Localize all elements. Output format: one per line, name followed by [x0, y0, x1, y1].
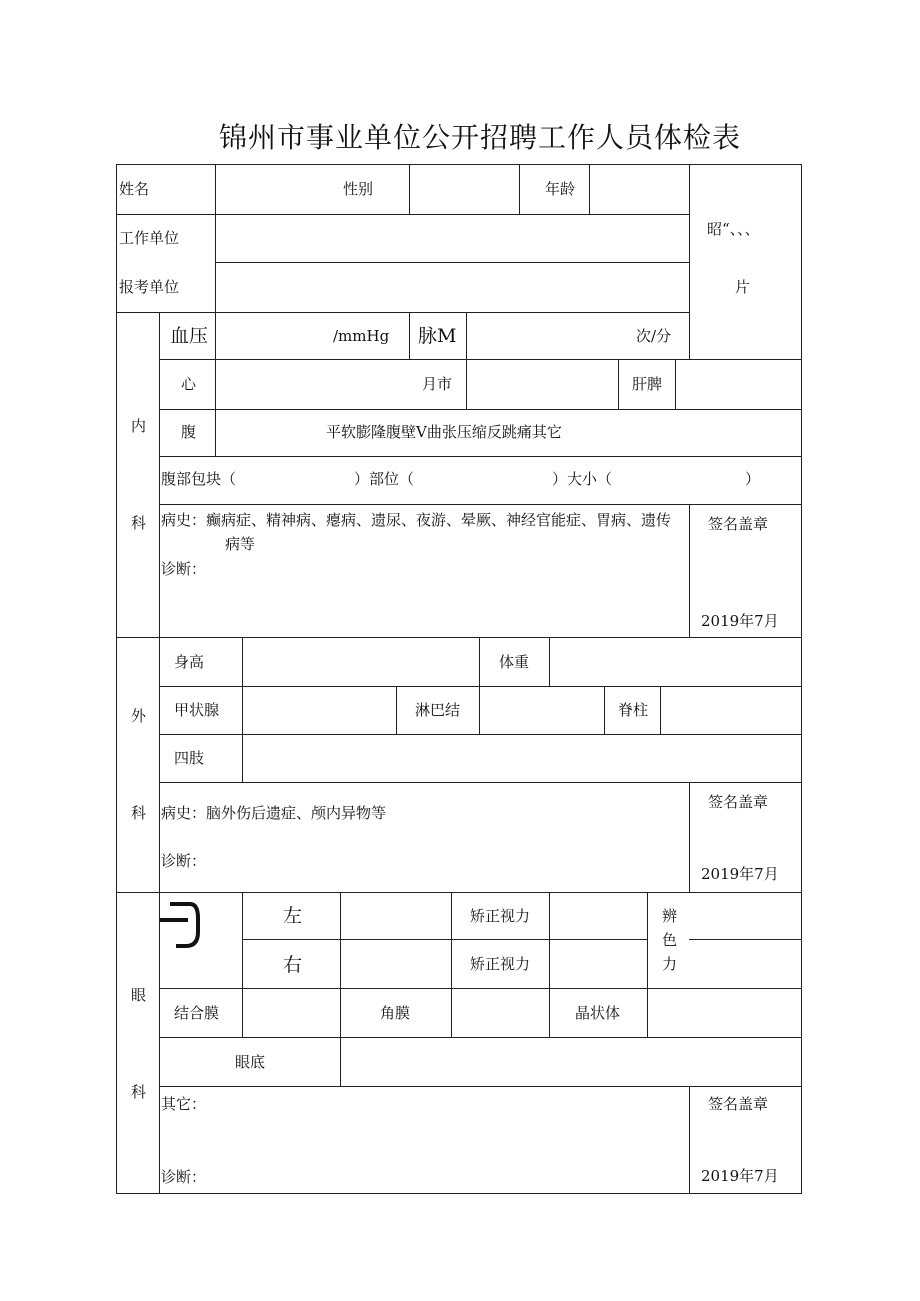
label-abdominal-mass: 腹部包块（ — [161, 470, 237, 488]
label-applied-unit: 报考单位 — [119, 278, 180, 296]
row-divider — [159, 1037, 802, 1038]
label-heart: 心 — [181, 375, 197, 393]
section-eye: 眼 — [131, 986, 147, 1004]
row-divider — [159, 686, 802, 687]
col-divider — [409, 164, 410, 214]
row-divider — [159, 456, 802, 457]
section-surgery: 外 — [131, 707, 147, 725]
label-liver-spleen: 肝脾 — [632, 375, 663, 393]
col-divider — [689, 164, 690, 360]
row-divider — [159, 782, 802, 783]
exam-form-table — [116, 164, 802, 1194]
label-fundus: 眼底 — [235, 1053, 266, 1071]
col-divider — [589, 164, 590, 214]
col-divider — [647, 988, 648, 1037]
surgery-history: 病史：脑外伤后遗症、颅内异物等 — [161, 804, 387, 822]
label-lung: 月市 — [422, 375, 453, 393]
photo-label-2: 片 — [735, 278, 751, 296]
label-right-eye: 右 — [283, 954, 303, 976]
col-divider — [549, 637, 550, 686]
col-divider — [618, 359, 619, 409]
label-corrected-vision-left: 矫正视力 — [470, 907, 531, 925]
label-thyroid: 甲状腺 — [174, 701, 220, 719]
vision-bracket-glyph — [160, 898, 200, 950]
pulse-unit: 次/分 — [636, 327, 672, 345]
label-lymph-nodes: 淋巴结 — [415, 701, 461, 719]
col-divider — [689, 504, 690, 637]
col-divider — [159, 312, 160, 1194]
col-divider — [675, 359, 676, 409]
row-divider — [159, 359, 802, 360]
internal-sign-label: 签名盖章 — [708, 515, 769, 533]
eye-other-label: 其它： — [161, 1095, 207, 1113]
section-internal-2: 科 — [131, 514, 147, 532]
col-divider — [549, 892, 550, 1037]
col-divider — [604, 686, 605, 734]
label-color-vision-1: 辨 — [662, 907, 678, 925]
row-divider — [215, 262, 689, 263]
eye-sign-label: 签名盖章 — [708, 1095, 769, 1113]
label-left-eye: 左 — [283, 905, 303, 927]
label-spine: 脊柱 — [618, 701, 649, 719]
label-pulse: 脉M — [418, 325, 457, 347]
history-text-2: 病等 — [225, 535, 256, 553]
row-divider — [242, 939, 647, 940]
label-mass-position: ）部位（ — [354, 470, 415, 488]
internal-date: 2019年7月 — [701, 612, 779, 630]
form-title: 锦州市事业单位公开招聘工作人员体检表 — [218, 121, 741, 154]
bp-unit: /mmHg — [333, 327, 390, 345]
label-name: 姓名 — [119, 180, 150, 198]
label-height: 身高 — [174, 653, 205, 671]
section-divider — [116, 892, 802, 893]
col-divider — [242, 637, 243, 782]
col-divider — [689, 1086, 690, 1194]
label-gender: 性别 — [343, 180, 374, 198]
internal-diagnosis-label: 诊断： — [161, 560, 207, 578]
col-divider — [396, 686, 397, 734]
col-divider — [215, 164, 216, 312]
section-divider — [116, 637, 802, 638]
col-divider — [660, 686, 661, 734]
abdomen-options: 平软膨隆腹壁V曲张压缩反跳痛其它 — [326, 423, 562, 441]
row-divider — [159, 504, 802, 505]
row-divider — [159, 409, 802, 410]
col-divider — [479, 686, 480, 734]
label-cornea: 角膜 — [380, 1004, 411, 1022]
section-eye-2: 科 — [131, 1083, 147, 1101]
col-divider — [215, 312, 216, 456]
eye-diagnosis-label: 诊断： — [161, 1168, 207, 1186]
internal-history — [161, 508, 689, 556]
label-lens: 晶状体 — [575, 1004, 621, 1022]
label-color-vision-2: 色 — [662, 931, 678, 949]
section-surgery-2: 科 — [131, 804, 147, 822]
row-divider — [689, 939, 802, 940]
col-divider — [689, 782, 690, 892]
surgery-date: 2019年7月 — [701, 865, 779, 883]
row-divider — [116, 214, 689, 215]
col-divider — [479, 637, 480, 686]
surgery-sign-label: 签名盖章 — [708, 793, 769, 811]
label-age: 年龄 — [545, 180, 576, 198]
label-abdomen: 腹 — [181, 423, 197, 441]
label-color-vision-3: 力 — [662, 955, 678, 973]
label-conjunctiva: 结合膜 — [174, 1004, 220, 1022]
row-divider — [159, 734, 802, 735]
col-divider — [340, 892, 341, 1086]
history-text-1: 病史：癫病症、精神病、瘪病、遗尿、夜游、晕厥、神经官能症、胃病、遗传 — [161, 511, 672, 529]
col-divider — [409, 312, 410, 360]
label-weight: 体重 — [499, 653, 530, 671]
surgery-diagnosis-label: 诊断： — [161, 852, 207, 870]
mass-close-paren: ） — [745, 470, 761, 488]
section-internal: 内 — [131, 417, 147, 435]
label-employer: 工作单位 — [119, 229, 180, 247]
col-divider — [451, 892, 452, 1037]
label-limbs: 四肢 — [174, 749, 205, 767]
label-blood-pressure: 血压 — [170, 325, 209, 347]
col-divider — [647, 892, 648, 988]
row-divider — [116, 312, 690, 313]
row-divider — [159, 1086, 802, 1087]
photo-label: 昭“、、、 — [707, 220, 760, 238]
row-divider — [159, 988, 802, 989]
eye-date: 2019年7月 — [701, 1167, 779, 1185]
label-mass-size: ）大小（ — [552, 470, 613, 488]
label-corrected-vision-right: 矫正视力 — [470, 955, 531, 973]
col-divider — [466, 312, 467, 409]
col-divider — [242, 892, 243, 1037]
col-divider — [519, 164, 520, 214]
